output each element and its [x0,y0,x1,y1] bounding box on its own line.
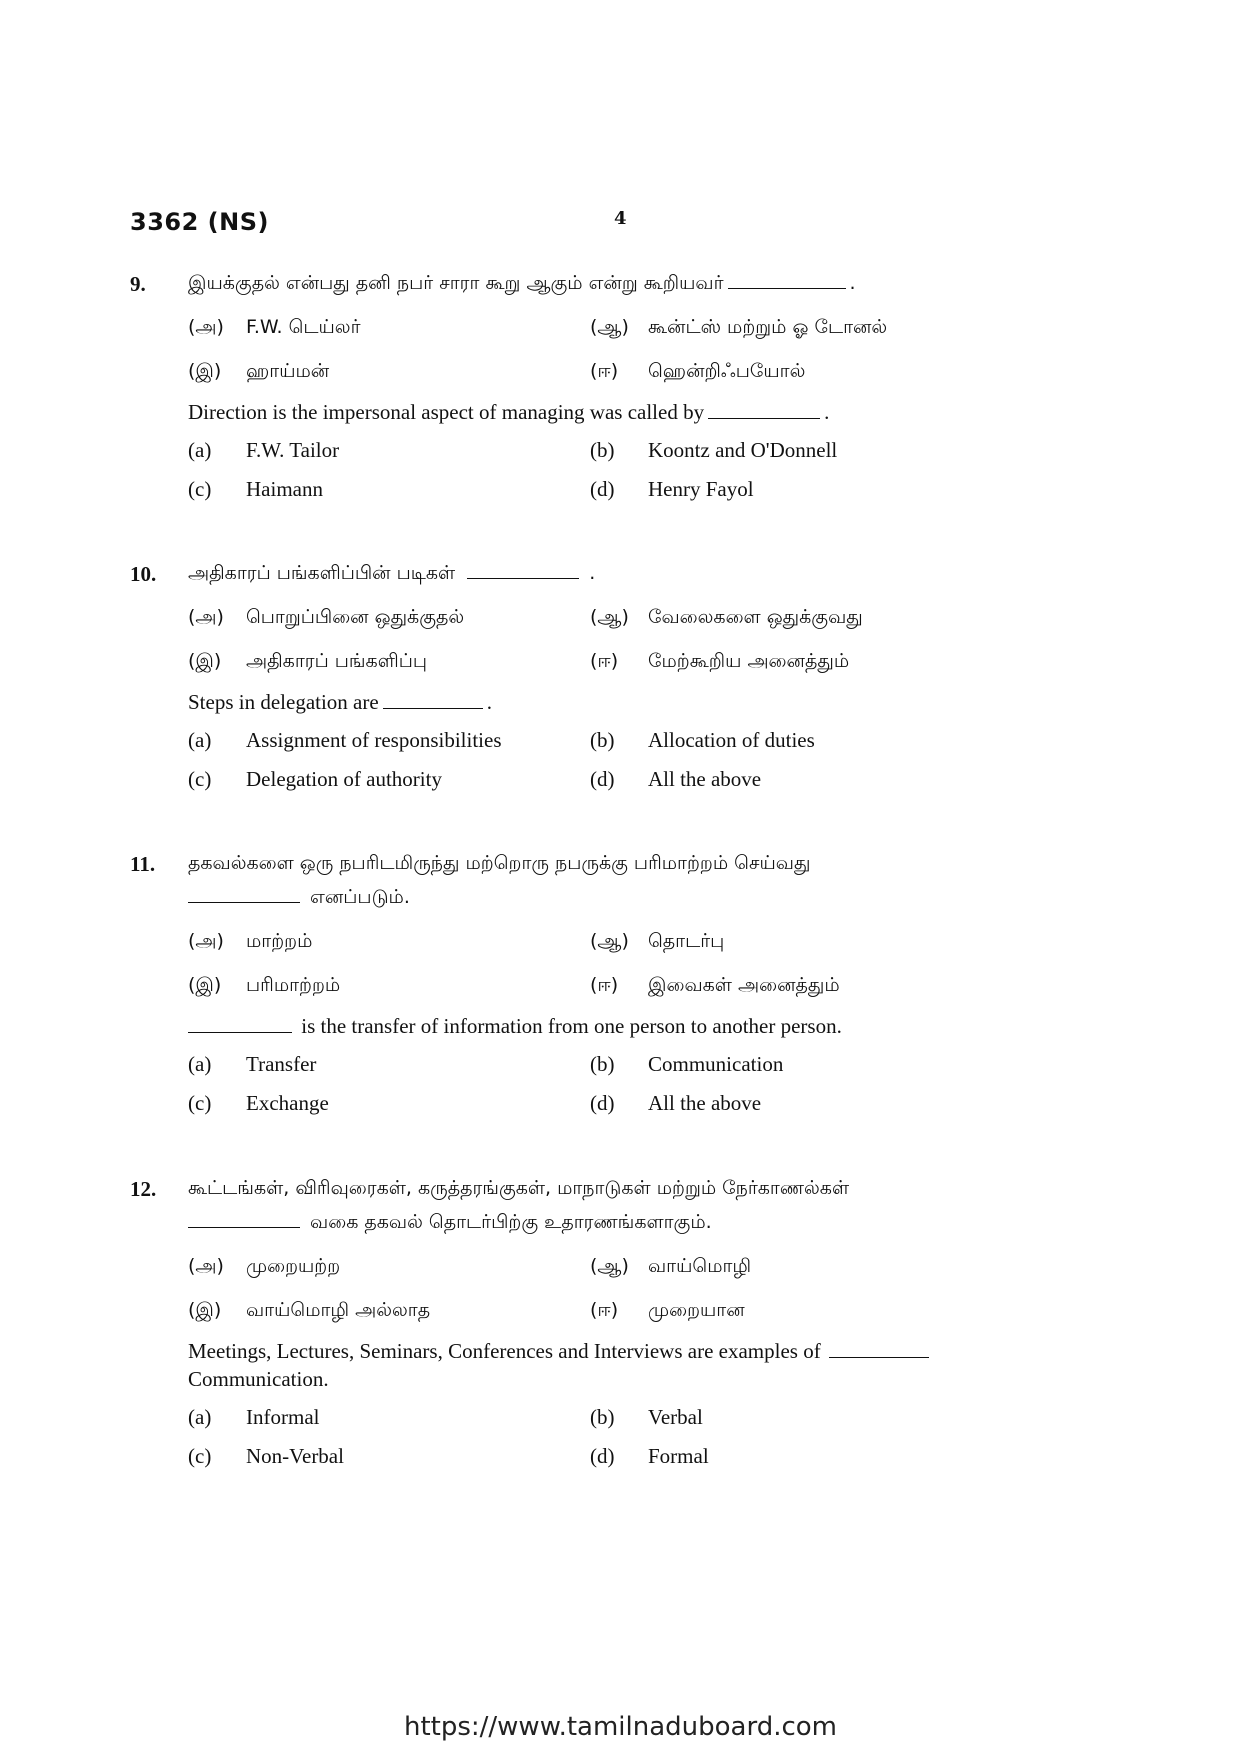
en-question-text: Meetings, Lectures, Seminars, Conferences and Interviews are examples of [188,1339,933,1364]
ta-option-b: (ஆ) வேலைகளை ஒதுக்குவது [590,606,863,628]
en-question-text: Direction is the impersonal aspect of managing was called by . [188,400,830,424]
en-option-c: (c) Delegation of authority [188,767,442,791]
paper-code: 3362 (NS) [130,208,269,236]
en-option-b: (b) Communication [590,1052,784,1076]
ta-option-c: (இ) வாய்மொழி அல்லாத [188,1299,431,1321]
question-number: 11. [130,852,156,876]
en-option-a: (a) Transfer [188,1052,317,1076]
en-question-text: Steps in delegation are . [188,690,492,714]
en-option-c: (c) Non-Verbal [188,1444,344,1468]
en-option-c: (c) Haimann [188,477,323,501]
en-option-d: (d) All the above [590,767,762,791]
ta-option-c: (இ) பரிமாற்றம் [188,974,341,996]
ta-question-text: கூட்டங்கள், விரிவுரைகள், கருத்தரங்குகள், மாநாடுகள் மற்றும் நேர்காணல்கள் [188,1177,850,1199]
ta-option-b: (ஆ) வாய்மொழி [590,1255,752,1277]
ta-question-text-cont: எனப்படும். [188,886,410,911]
en-option-b: (b) Koontz and O'Donnell [590,438,838,462]
ta-question-text-cont: வகை தகவல் தொடர்பிற்கு உதாரணங்களாகும். [188,1211,712,1236]
ta-question-text: அதிகாரப் பங்களிப்பின் படிகள் . [188,562,596,584]
ta-option-d: (ஈ) முறையான [590,1299,745,1321]
en-option-a: (a) F.W. Tailor [188,438,340,462]
ta-question-text: இயக்குதல் என்பது தனி நபர் சாரா கூறு ஆகும் என்று கூறியவர் . [188,272,856,294]
ta-option-b: (ஆ) தொடர்பு [590,930,725,952]
ta-option-a: (அ) முறையற்ற [188,1255,341,1277]
en-option-b: (b) Allocation of duties [590,728,815,752]
en-option-d: (d) Henry Fayol [590,477,754,501]
question-number: 10. [130,562,157,586]
en-option-d: (d) All the above [590,1091,762,1115]
ta-option-a: (அ) மாற்றம் [188,930,313,952]
ta-option-a: (அ) F.W. டெய்லர் [188,316,361,338]
footer-url[interactable]: https://www.tamilnaduboard.com [403,1712,838,1742]
ta-question-text: தகவல்களை ஒரு நபரிடமிருந்து மற்றொரு நபருக்கு பரிமாற்றம் செய்வது [188,852,811,874]
ta-option-c: (இ) அதிகாரப் பங்களிப்பு [188,650,427,672]
ta-option-d: (ஈ) மேற்கூறிய அனைத்தும் [590,650,850,672]
en-option-b: (b) Verbal [590,1405,703,1429]
ta-option-a: (அ) பொறுப்பினை ஒதுக்குதல் [188,606,465,628]
ta-option-b: (ஆ) கூன்ட்ஸ் மற்றும் ஓ டோனல் [590,316,888,338]
en-option-a: (a) Assignment of responsibilities [188,728,502,752]
ta-option-d: (ஈ) ஹென்றிஃபயோல் [590,360,806,382]
ta-option-c: (இ) ஹாய்மன் [188,360,330,382]
en-option-c: (c) Exchange [188,1091,329,1115]
en-question-text: is the transfer of information from one person to another person. [188,1014,842,1039]
question-number: 12. [130,1177,157,1201]
question-number: 9. [130,272,146,296]
en-question-text-cont: Communication. [188,1367,329,1391]
ta-option-d: (ஈ) இவைகள் அனைத்தும் [590,974,840,996]
page-number: 4 [614,208,627,229]
en-option-d: (d) Formal [590,1444,709,1468]
en-option-a: (a) Informal [188,1405,320,1429]
